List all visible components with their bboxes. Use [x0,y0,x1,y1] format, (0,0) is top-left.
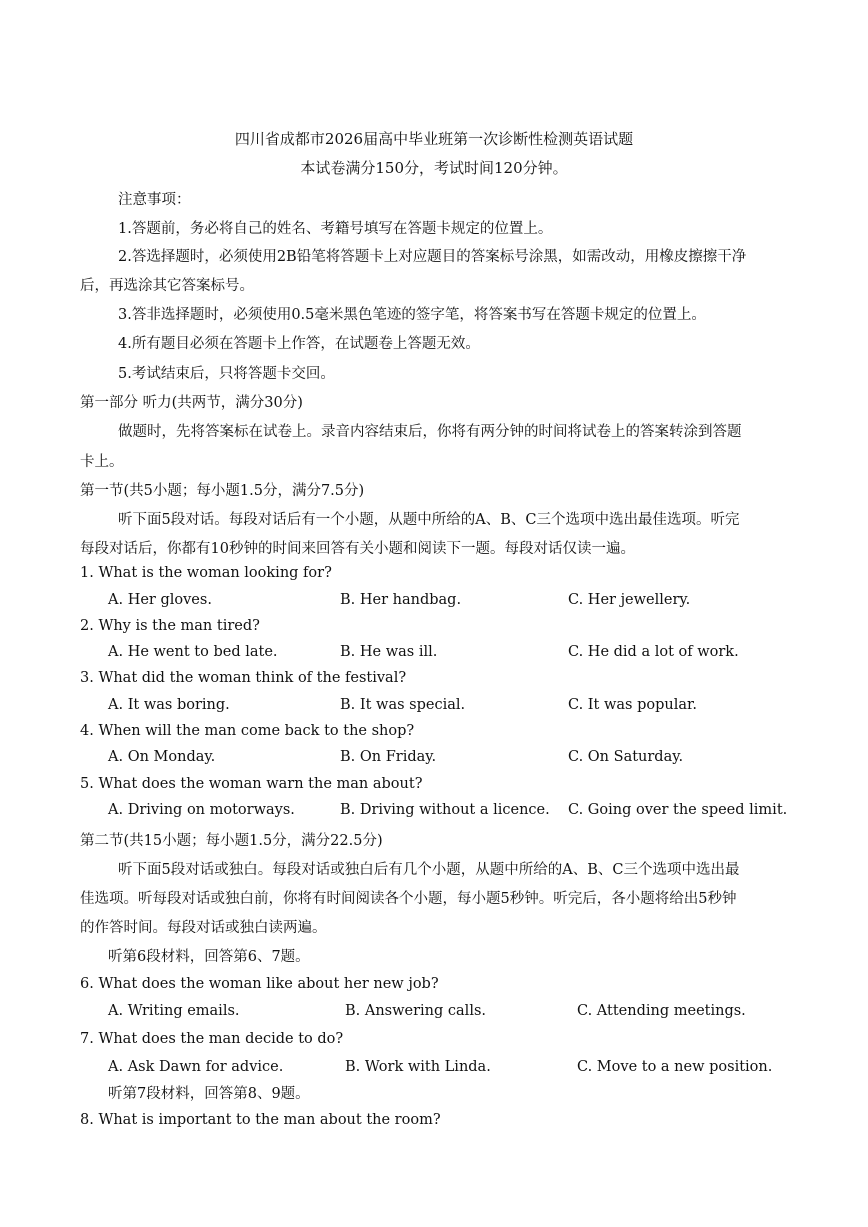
option-c: C. Move to a new position. [577,1059,773,1075]
exam-title: 四川省成都市2026届高中毕业班第一次诊断性检测英语试题 [234,130,634,148]
material-note: 听第6段材料，回答第6、7题。 [108,949,310,965]
notice-item: 后，再选涂其它答案标号。 [80,278,254,294]
section2-instruction: 佳选项。听每段对话或独白前，你将有时间阅读各个小题，每小题5秒钟。听完后，各小题将给出5秒钟 [80,891,737,907]
notices-heading: 注意事项： [118,192,191,208]
option-a: A. Driving on motorways. [108,802,295,818]
option-b: B. He was ill. [340,644,438,660]
question: 2. Why is the man tired? [80,618,260,634]
option-b: B. It was special. [340,697,466,713]
notice-item: 4.所有题目必须在答题卡上作答，在试题卷上答题无效。 [118,336,480,352]
part1-instruction: 做题时，先将答案标在试卷上。录音内容结束后，你将有两分钟的时间将试卷上的答案转涂到答题 [118,424,742,440]
option-b: B. Her handbag. [340,592,462,608]
option-b: B. On Friday. [340,749,437,765]
part1-heading: 第一部分 听力(共两节，满分30分) [80,395,303,411]
question: 8. What is important to the man about the room? [80,1112,441,1128]
notice-item: 3.答非选择题时，必须使用0.5毫米黑色笔迹的签字笔，将答案书写在答题卡规定的位置上。 [118,307,706,323]
option-b: B. Work with Linda. [345,1059,491,1075]
question: 7. What does the man decide to do? [80,1031,344,1047]
question: 3. What did the woman think of the festival? [80,670,407,686]
option-a: A. It was boring. [108,697,230,713]
option-a: A. On Monday. [108,749,216,765]
option-c: C. Her jewellery. [568,592,691,608]
section2-instruction: 的作答时间。每段对话或独白读两遍。 [80,920,327,936]
option-c: C. He did a lot of work. [568,644,739,660]
option-b: B. Answering calls. [345,1003,487,1019]
question: 6. What does the woman like about her new job? [80,976,439,992]
section1-instruction: 听下面5段对话。每段对话后有一个小题，从题中所给的A、B、C三个选项中选出最佳选项。听完 [118,512,740,528]
option-c: C. Going over the speed limit. [568,802,788,818]
option-c: C. On Saturday. [568,749,684,765]
exam-subtitle: 本试卷满分150分，考试时间120分钟。 [300,159,568,177]
notice-item: 5.考试结束后，只将答题卡交回。 [118,366,335,382]
question: 4. When will the man come back to the shop? [80,723,415,739]
section2-instruction: 听下面5段对话或独白。每段对话或独白后有几个小题，从题中所给的A、B、C三个选项中选出最 [118,862,740,878]
option-a: A. He went to bed late. [108,644,278,660]
section1-instruction: 每段对话后，你都有10秒钟的时间来回答有关小题和阅读下一题。每段对话仅读一遍。 [80,541,635,557]
section1-heading: 第一节(共5小题；每小题1.5分，满分7.5分) [80,483,365,499]
material-note: 听第7段材料，回答第8、9题。 [108,1086,310,1102]
part1-instruction: 卡上。 [80,454,124,470]
option-a: A. Her gloves. [108,592,212,608]
notice-item: 2.答选择题时，必须使用2B铅笔将答题卡上对应题目的答案标号涂黑，如需改动，用橡皮擦擦干净 [118,249,747,265]
question: 5. What does the woman warn the man about? [80,776,423,792]
option-c: C. Attending meetings. [577,1003,746,1019]
option-c: C. It was popular. [568,697,697,713]
option-a: A. Ask Dawn for advice. [108,1059,284,1075]
question: 1. What is the woman looking for? [80,565,332,581]
option-b: B. Driving without a licence. [340,802,550,818]
option-a: A. Writing emails. [108,1003,240,1019]
notice-item: 1.答题前，务必将自己的姓名、考籍号填写在答题卡规定的位置上。 [118,221,553,237]
section2-heading: 第二节(共15小题；每小题1.5分，满分22.5分) [80,833,383,849]
